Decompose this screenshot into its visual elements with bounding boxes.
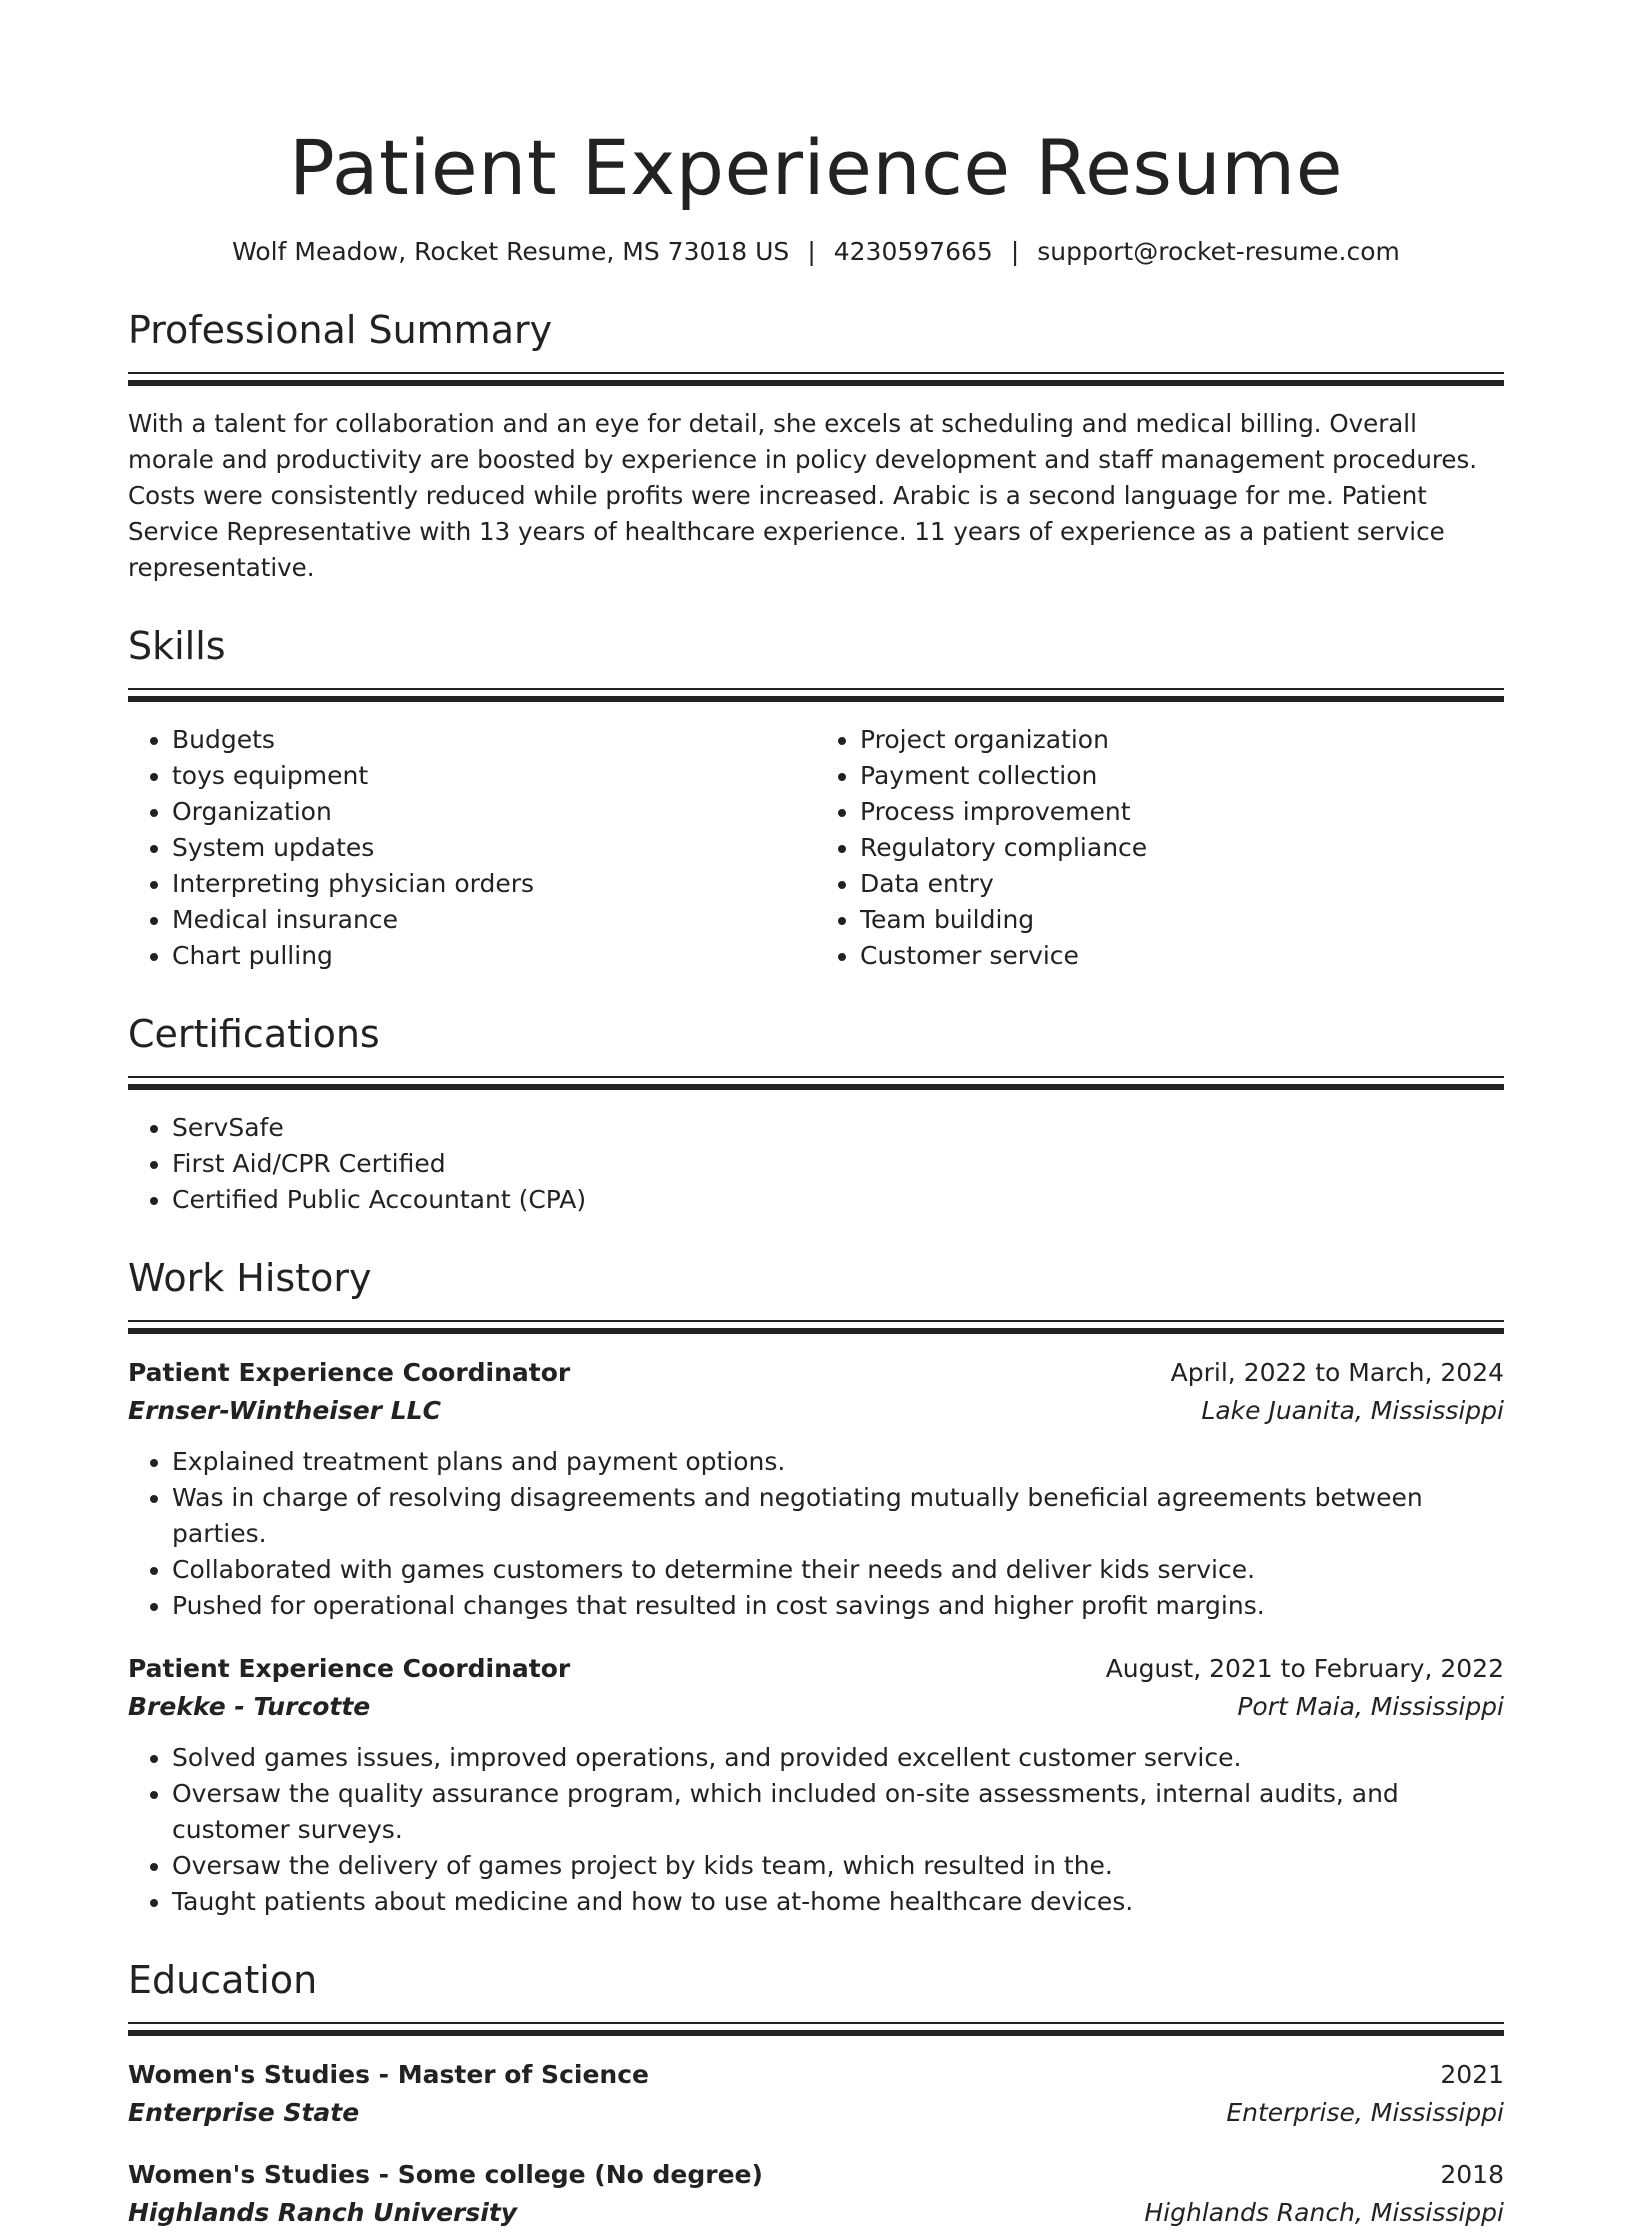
skills-section xyxy=(128,622,1504,974)
certifications-heading: Certifications xyxy=(128,1012,380,1056)
education-year: 2018 xyxy=(1440,2160,1504,2189)
job-title: Patient Experience Coordinator xyxy=(128,1358,571,1387)
skill-item: • toys equipment xyxy=(172,758,816,794)
job-bullet: • Oversaw the quality assurance program, which included on-site assessments, internal audits, and customer surveys. xyxy=(172,1776,1504,1848)
section-divider xyxy=(128,1320,1504,1334)
skill-item: • Budgets xyxy=(172,722,816,758)
education-heading: Education xyxy=(128,1958,318,2002)
job-bullet: • Was in charge of resolving disagreements and negotiating mutually beneficial agreements between parties. xyxy=(172,1480,1504,1552)
certifications-list xyxy=(128,1110,1504,1218)
contact-address: Wolf Meadow, Rocket Resume, MS 73018 US xyxy=(232,237,790,266)
skill-item: • Project organization xyxy=(860,722,1504,758)
job-company: Brekke - Turcotte xyxy=(128,1692,371,1721)
job-dates: April, 2022 to March, 2024 xyxy=(1170,1358,1504,1387)
job-location: Lake Juanita, Mississippi xyxy=(1201,1396,1504,1425)
job-bullets xyxy=(128,1740,1504,1920)
education-location: Highlands Ranch, Mississippi xyxy=(1144,2198,1504,2227)
section-divider xyxy=(128,2022,1504,2036)
job-dates: August, 2021 to February, 2022 xyxy=(1105,1654,1504,1683)
resume-title: Patient Experience Resume xyxy=(289,123,1343,212)
skill-item: • System updates xyxy=(172,830,816,866)
skill-item: • Organization xyxy=(172,794,816,830)
job-entry xyxy=(128,1650,1504,1920)
skill-item: • Medical insurance xyxy=(172,902,816,938)
education-school: Enterprise State xyxy=(128,2098,360,2127)
work-history-heading: Work History xyxy=(128,1256,372,1300)
summary-section xyxy=(128,306,1504,586)
education-school-row xyxy=(128,2194,1504,2232)
skills-columns xyxy=(128,722,1504,974)
skills-list-left xyxy=(128,722,816,974)
education-school: Highlands Ranch University xyxy=(128,2198,518,2227)
skills-list-right xyxy=(816,722,1504,974)
job-bullet: • Explained treatment plans and payment options. xyxy=(172,1444,1504,1480)
skill-item: • Chart pulling xyxy=(172,938,816,974)
education-degree: Women's Studies - Master of Science xyxy=(128,2060,649,2089)
contact-separator: | xyxy=(1010,237,1020,266)
job-bullet: • Solved games issues, improved operations, and provided excellent customer service. xyxy=(172,1740,1504,1776)
skill-item: • Process improvement xyxy=(860,794,1504,830)
job-location: Port Maia, Mississippi xyxy=(1237,1692,1504,1721)
skill-item: • Data entry xyxy=(860,866,1504,902)
education-entry xyxy=(128,2156,1504,2232)
contact-line xyxy=(128,234,1504,270)
skill-item: • Regulatory compliance xyxy=(860,830,1504,866)
education-entry xyxy=(128,2056,1504,2132)
job-entry xyxy=(128,1354,1504,1624)
education-degree: Women's Studies - Some college (No degree) xyxy=(128,2160,763,2189)
section-divider xyxy=(128,688,1504,702)
education-section xyxy=(128,1956,1504,2232)
job-bullet: • Oversaw the delivery of games project by kids team, which resulted in the. xyxy=(172,1848,1504,1884)
job-company-row xyxy=(128,1392,1504,1430)
education-year: 2021 xyxy=(1440,2060,1504,2089)
education-degree-row xyxy=(128,2156,1504,2194)
skill-item: • Customer service xyxy=(860,938,1504,974)
job-title: Patient Experience Coordinator xyxy=(128,1654,571,1683)
certification-item: • Certified Public Accountant (CPA) xyxy=(172,1182,1504,1218)
skill-item: • Interpreting physician orders xyxy=(172,866,816,902)
section-divider xyxy=(128,1076,1504,1090)
job-bullet: • Pushed for operational changes that resulted in cost savings and higher profit margins. xyxy=(172,1588,1504,1624)
job-bullets xyxy=(128,1444,1504,1624)
job-bullet: • Taught patients about medicine and how to use at-home healthcare devices. xyxy=(172,1884,1504,1920)
certification-item: • First Aid/CPR Certified xyxy=(172,1146,1504,1182)
contact-separator: | xyxy=(807,237,816,266)
job-header-row xyxy=(128,1650,1504,1688)
summary-heading: Professional Summary xyxy=(128,308,553,352)
job-bullet: • Collaborated with games customers to determine their needs and deliver kids service. xyxy=(172,1552,1504,1588)
job-company: Ernser-Wintheiser LLC xyxy=(128,1396,441,1425)
education-location: Enterprise, Mississippi xyxy=(1226,2098,1504,2127)
job-header-row xyxy=(128,1354,1504,1392)
education-degree-row xyxy=(128,2056,1504,2094)
education-school-row xyxy=(128,2094,1504,2132)
work-history-section xyxy=(128,1254,1504,1920)
contact-email[interactable]: support@rocket-resume.com xyxy=(1037,237,1400,266)
certification-item: • ServSafe xyxy=(172,1110,1504,1146)
skill-item: • Team building xyxy=(860,902,1504,938)
skills-heading: Skills xyxy=(128,624,226,668)
skill-item: • Payment collection xyxy=(860,758,1504,794)
section-divider xyxy=(128,372,1504,386)
certifications-section xyxy=(128,1010,1504,1218)
contact-phone: 4230597665 xyxy=(833,237,993,266)
summary-text: With a talent for collaboration and an eye for detail, she excels at scheduling and medical billing. Overall morale and productivity are boosted by experience in policy development and staff management procedures. Costs were consistently reduced while profits were increased. Arabic is a second language for me. Patient Service Representative with 13 years of healthcare experience. 11 years of experience as a patient service representative. xyxy=(128,409,1478,582)
job-company-row xyxy=(128,1688,1504,1726)
